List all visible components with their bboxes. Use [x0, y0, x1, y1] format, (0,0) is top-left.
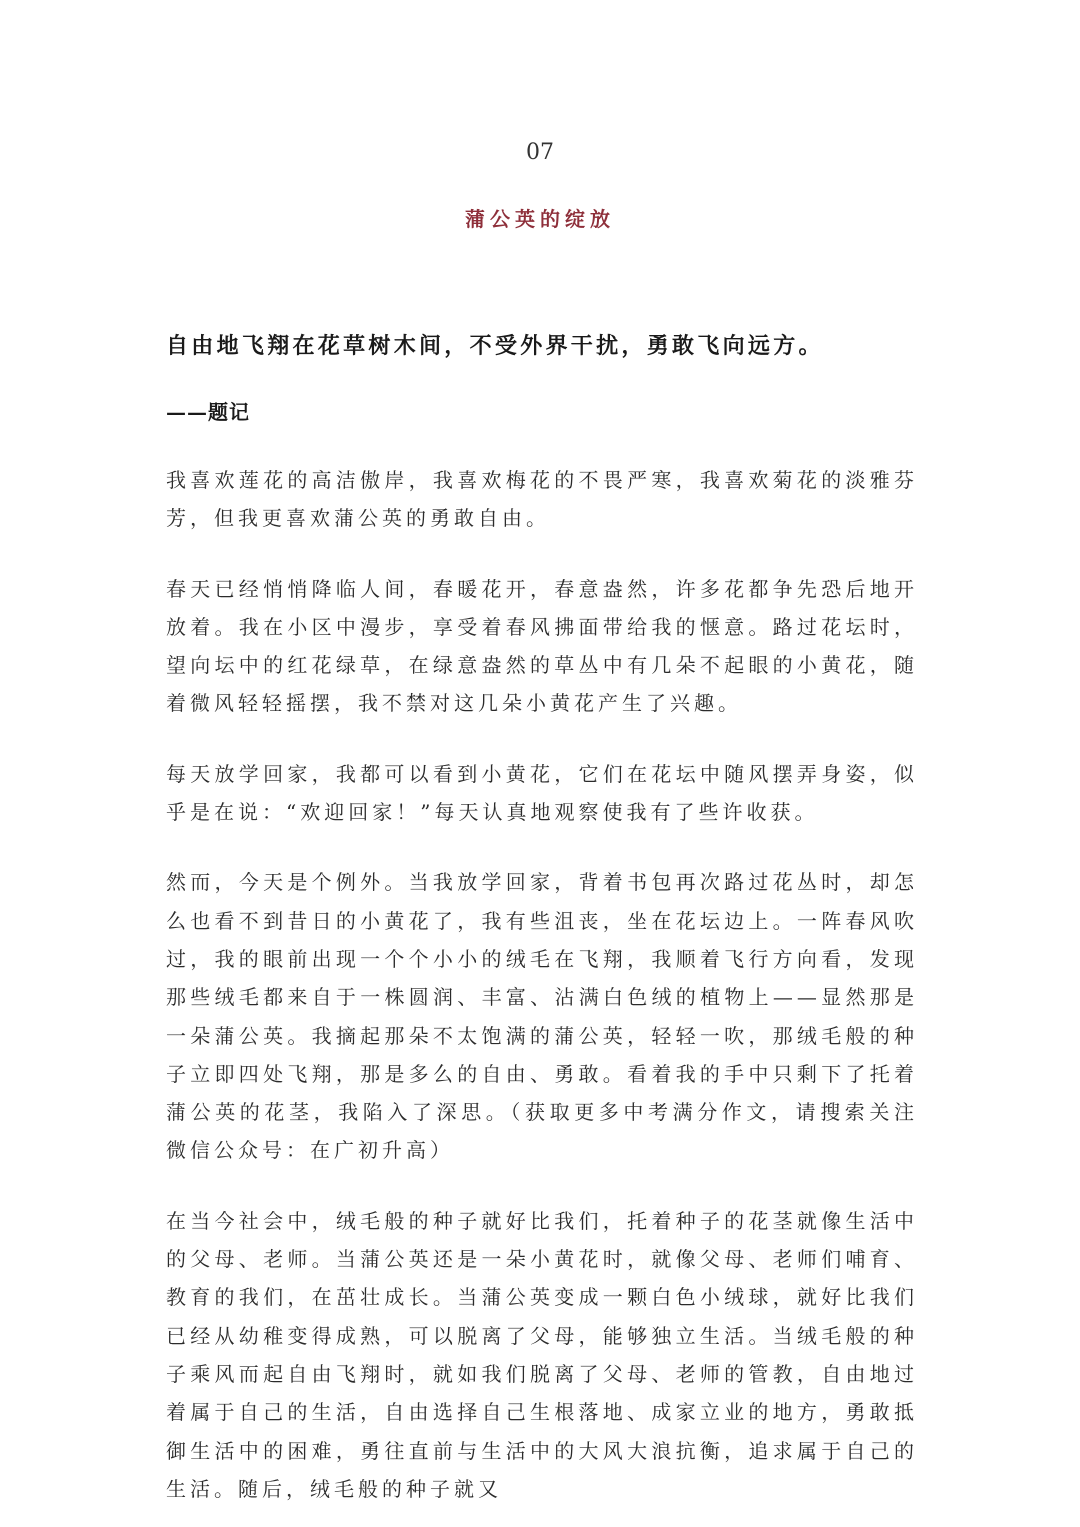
article-body: [166, 327, 918, 1508]
paragraph: 然而，今天是个例外。当我放学回家，背着书包再次路过花丛时，却怎么也看不到昔日的小黄花了，我有些沮丧，坐在花坛边上。一阵春风吹过，我的眼前出现一个个小小的绒毛在飞翔，我顺着飞行方向看，发现那些绒毛都来自于一株圆润、丰富、沾满白色绒的植物上——显然那是一朵蒲公英。我摘起那朵不太饱满的蒲公英，轻轻一吹，那绒毛般的种子立即四处飞翔，那是多么的自由、勇敢。看着我的手中只剩下了托着蒲公英的花茎，我陷入了深思。（获取更多中考满分作文，请搜索关注微信公众号：在广初升高）: [166, 870, 918, 1163]
chapter-title: 蒲公英的绽放: [465, 207, 615, 231]
paragraph: 每天放学回家，我都可以看到小黄花，它们在花坛中随风摆弄身姿，似乎是在说：“欢迎回家！”每天认真地观察使我有了些许收获。: [166, 761, 918, 825]
epigraph: 自由地飞翔在花草树木间，不受外界干扰，勇敢飞向远方。: [166, 333, 824, 359]
paragraph: 在当今社会中，绒毛般的种子就好比我们，托着种子的花茎就像生活中的父母、老师。当蒲公英还是一朵小黄花时，就像父母、老师们哺育、教育的我们，在茁壮成长。当蒲公英变成一颗白色小绒球，就好比我们已经从幼稚变得成熟，可以脱离了父母，能够独立生活。当绒毛般的种子乘风而起自由飞翔时，就如我们脱离了父母、老师的管教，自由地过着属于自己的生活，自由选择自己生根落地、成家立业的地方，勇敢抵御生活中的困难，勇往直前与生活中的大风大浪抗衡，追求属于自己的生活。随后，绒毛般的种子就又: [166, 1208, 918, 1501]
epigraph-source: ——题记: [166, 400, 250, 424]
chapter-number: 07: [526, 140, 554, 165]
paragraph: 春天已经悄悄降临人间，春暖花开，春意盎然，许多花都争先恐后地开放着。我在小区中漫步，享受着春风拂面带给我的惬意。路过花坛时，望向坛中的红花绿草，在绿意盎然的草丛中有几朵不起眼的小黄花，随着微风轻轻摇摆，我不禁对这几朵小黄花产生了兴趣。: [166, 576, 918, 716]
paragraph: 我喜欢莲花的高洁傲岸，我喜欢梅花的不畏严寒，我喜欢菊花的淡雅芬芳，但我更喜欢蒲公英的勇敢自由。: [166, 468, 918, 531]
